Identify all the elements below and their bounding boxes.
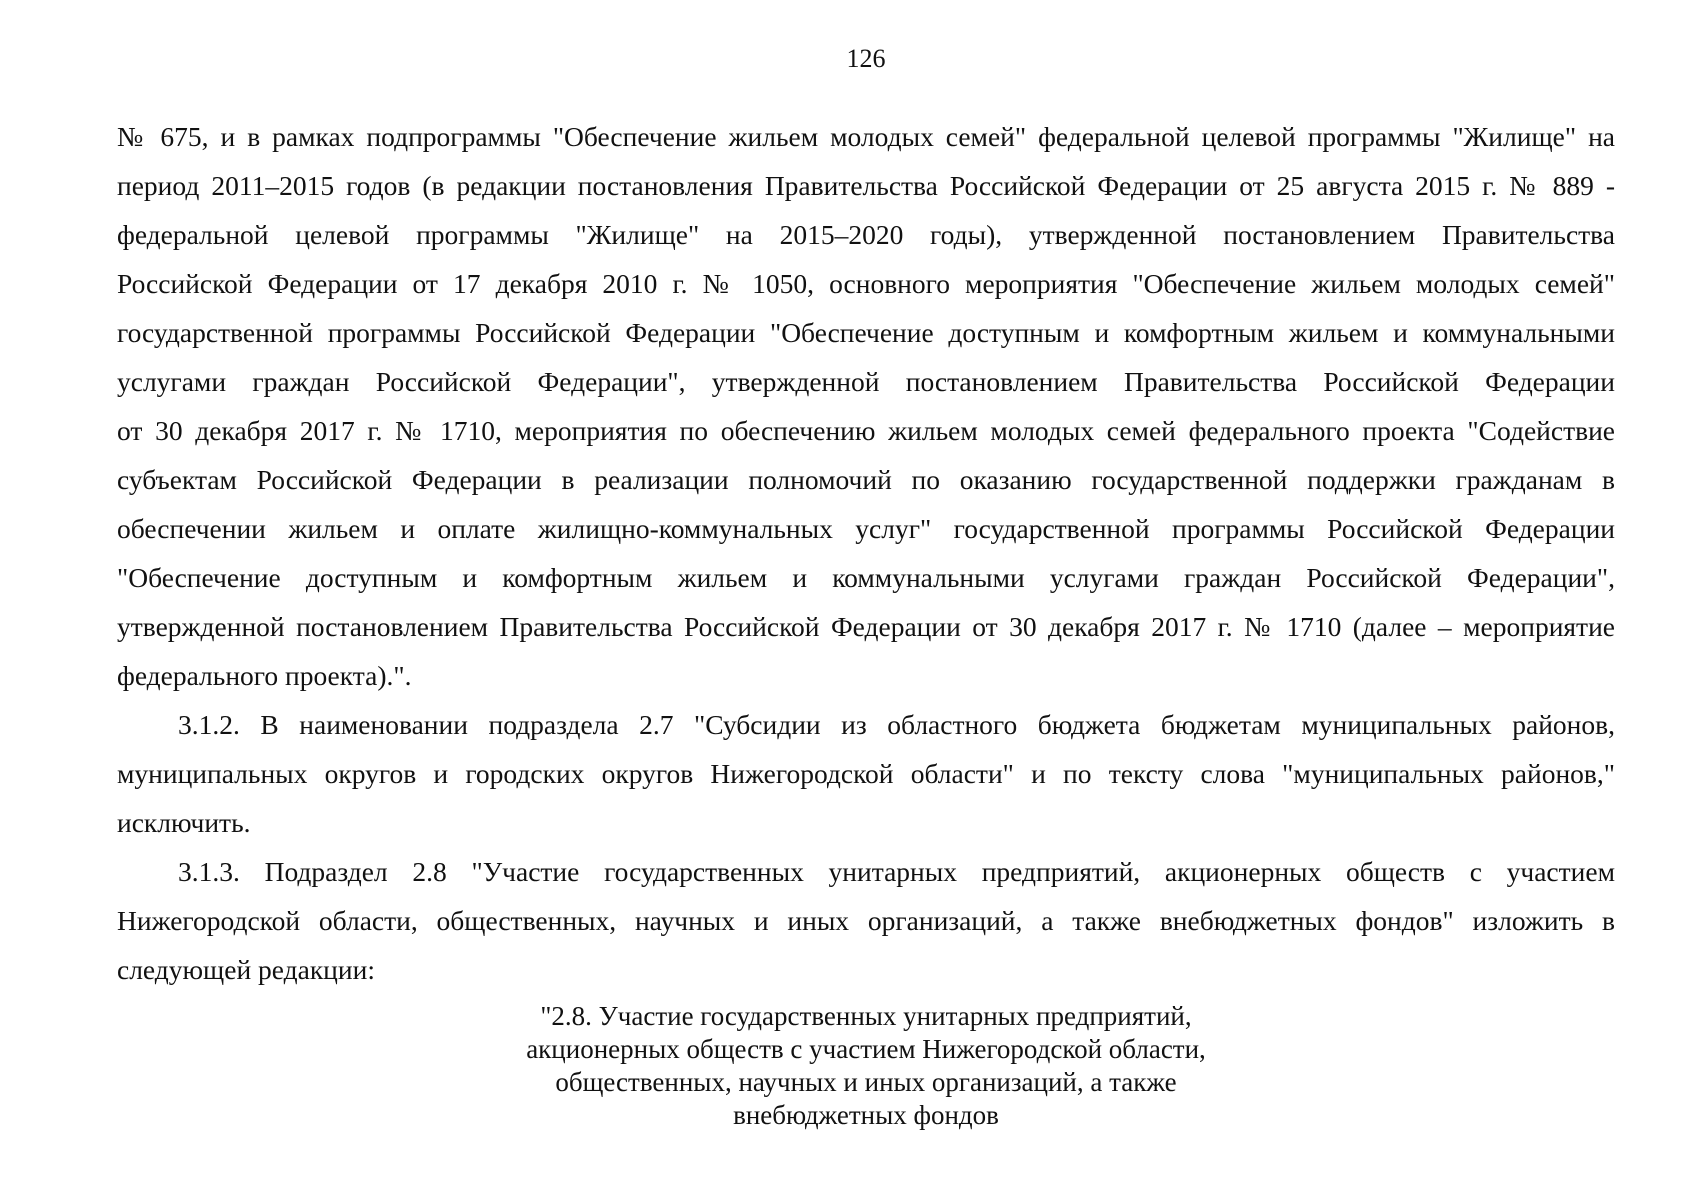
page-number: 126: [846, 44, 886, 73]
text-line: государственной программы Российской Федерации "Обеспечение доступным и комфортным жильем и коммунальными: [117, 317, 1615, 348]
text-line: исключить.: [117, 807, 251, 838]
text-line: № 675, и в рамках подпрограммы "Обеспечение жильем молодых семей" федеральной целевой программы "Жилище" на: [117, 121, 1615, 152]
text-line: период 2011–2015 годов (в редакции постановления Правительства Российской Федерации от 25 августа 2015 г. № 889 -: [117, 170, 1615, 201]
text-line: утвержденной постановлением Правительства Российской Федерации от 30 декабря 2017 г. № 1710 (далее – мероприятие: [117, 611, 1615, 642]
text-line: федерального проекта).".: [117, 660, 412, 691]
text-line: от 30 декабря 2017 г. № 1710, мероприятия по обеспечению жильем молодых семей федерального проекта "Содействие: [117, 415, 1615, 446]
section-heading: [117, 1000, 1615, 1132]
text-line: 3.1.3. Подраздел 2.8 "Участие государственных унитарных предприятий, акционерных обществ с участием: [178, 856, 1615, 887]
document-body: [117, 112, 1615, 994]
text-line: Нижегородской области, общественных, научных и иных организаций, а также внебюджетных фондов" изложить в: [117, 905, 1615, 936]
text-line: "Обеспечение доступным и комфортным жильем и коммунальными услугами граждан Российской Федерации",: [117, 562, 1615, 593]
heading-line: "2.8. Участие государственных унитарных предприятий,: [540, 1001, 1192, 1031]
text-line: 3.1.2. В наименовании подраздела 2.7 "Субсидии из областного бюджета бюджетам муниципальных районов,: [178, 709, 1615, 740]
text-line: услугами граждан Российской Федерации", утвержденной постановлением Правительства Российской Федерации: [117, 366, 1615, 397]
text-line: Российской Федерации от 17 декабря 2010 г. № 1050, основного мероприятия "Обеспечение жильем молодых семей": [117, 268, 1615, 299]
text-line: федеральной целевой программы "Жилище" на 2015–2020 годы), утвержденной постановлением Правительства: [117, 219, 1615, 250]
text-line: следующей редакции:: [117, 954, 375, 985]
heading-line: внебюджетных фондов: [733, 1100, 999, 1130]
text-line: обеспечении жильем и оплате жилищно-коммунальных услуг" государственной программы Российской Федерации: [117, 513, 1615, 544]
heading-line: общественных, научных и иных организаций, а также: [555, 1067, 1177, 1097]
text-line: муниципальных округов и городских округов Нижегородской области" и по тексту слова "муниципальных районов,": [117, 758, 1615, 789]
heading-line: акционерных обществ с участием Нижегородской области,: [526, 1034, 1206, 1064]
text-line: субъектам Российской Федерации в реализации полномочий по оказанию государственной поддержки гражданам в: [117, 464, 1615, 495]
